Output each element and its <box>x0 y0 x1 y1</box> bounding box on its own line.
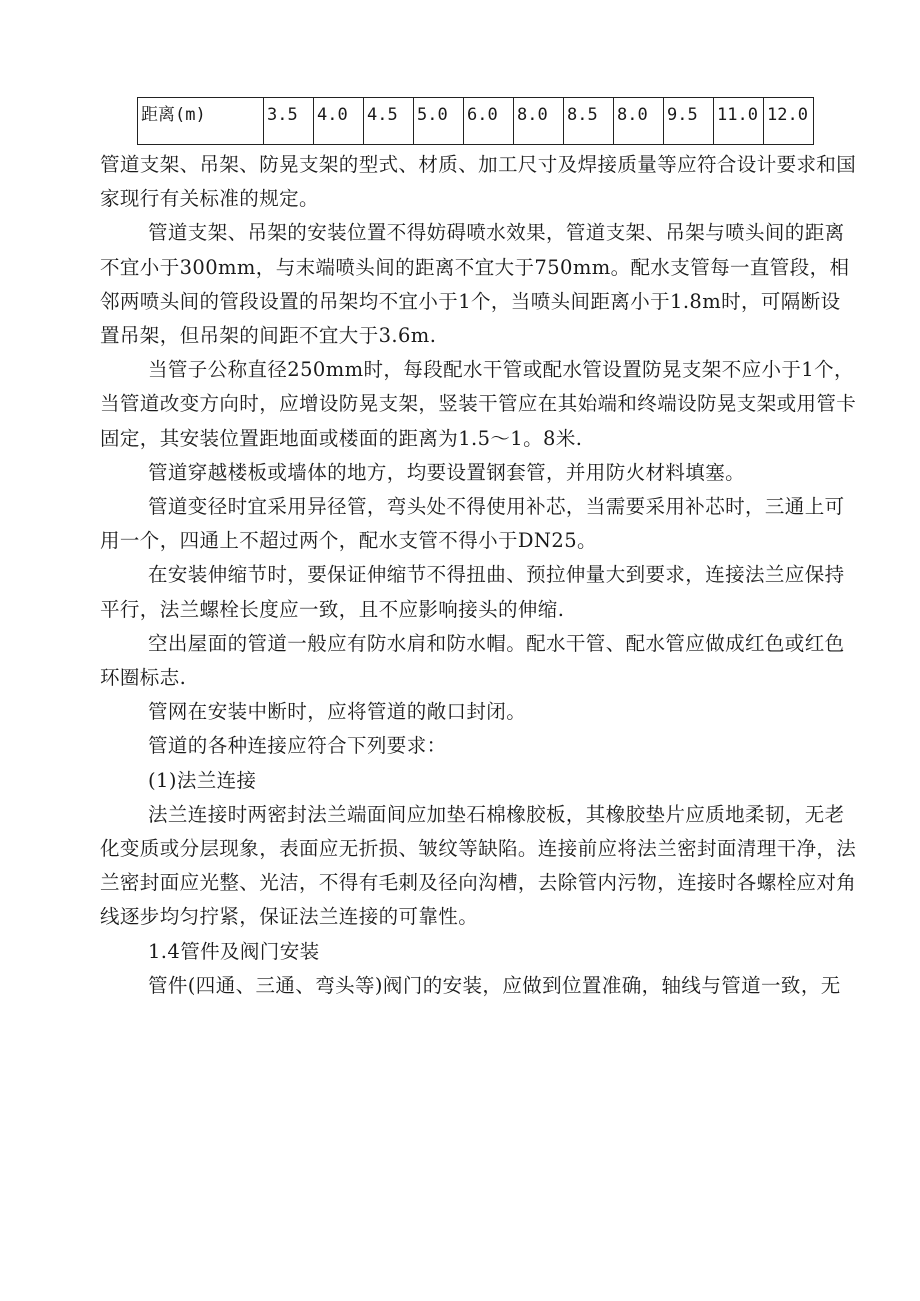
table-cell: 6.0 <box>464 98 514 145</box>
table-cell: 8.0 <box>614 98 664 145</box>
paragraph-reducer: 管道变径时宜采用异径管，弯头处不得使用补芯，当需要采用补芯时，三通上可用一个，四通上不超过两个，配水支管不得小于DN25。 <box>100 495 845 553</box>
body-text <box>100 148 860 1003</box>
table-cell: 8.5 <box>564 98 614 145</box>
paragraph-connection-requirements: 管道的各种连接应符合下列要求： <box>148 734 447 758</box>
table-cell: 4.0 <box>314 98 364 145</box>
table-header-cell: 距离(m) <box>138 98 264 145</box>
table-cell: 12.0 <box>764 98 814 145</box>
section-heading-fittings-valves: 1.4管件及阀门安装 <box>148 939 320 963</box>
paragraph-flange-connection: 法兰连接时两密封法兰端面间应加垫石棉橡胶板，其橡胶垫片应质地柔韧，无老化变质或分层现象，表面应无折损、皱纹等缺陷。连接前应将法兰密封面清理干净，法兰密封面应光整、光洁，不得有毛刺及径向沟槽，去除管内污物，连接时各螺栓应对角线逐步均匀拧紧，保证法兰连接的可靠性。 <box>100 802 857 929</box>
paragraph-sway-brace: 当管子公称直径250mm时，每段配水干管或配水管设置防晃支架不应小于1个，当管道改变方向时，应增设防晃支架，竖装干管应在其始端和终端设防晃支架或用管卡固定，其安装位置距地面或楼面的距离为1.5～1。8米. <box>100 358 857 450</box>
paragraph-fittings-installation: 管件(四通、三通、弯头等)阀门的安装，应做到位置准确，轴线与管道一致，无 <box>148 973 841 997</box>
table-cell: 9.5 <box>664 98 714 145</box>
distance-table <box>137 97 814 145</box>
table-cell: 8.0 <box>514 98 564 145</box>
paragraph-flange-heading: (1)法兰连接 <box>148 768 257 792</box>
table-cell: 11.0 <box>714 98 764 145</box>
paragraph-roof-pipe: 空出屋面的管道一般应有防水肩和防水帽。配水干管、配水管应做成红色或红色环圈标志. <box>100 631 845 690</box>
table-cell: 5.0 <box>414 98 464 145</box>
paragraph-steel-sleeve: 管道穿越楼板或墙体的地方，均要设置钢套管，并用防火材料填塞。 <box>148 460 746 484</box>
paragraph-interruption: 管网在安装中断时，应将管道的敞口封闭。 <box>148 700 527 724</box>
table-cell: 4.5 <box>364 98 414 145</box>
table-row <box>138 98 814 145</box>
paragraph-support-material: 管道支架、吊架、防晃支架的型式、材质、加工尺寸及焊接质量等应符合设计要求和国家现行有关标准的规定。 <box>100 153 857 211</box>
table-cell: 3.5 <box>264 98 314 145</box>
paragraph-support-position: 管道支架、吊架的安装位置不得妨碍喷水效果，管道支架、吊架与喷头间的距离不宜小于300mm，与末端喷头间的距离不宜大于750mm。配水支管每一直管段，相邻两喷头间的管段设置的吊架均不宜小于1个，当喷头间距离小于1.8m时，可隔断设置吊架，但吊架的间距不宜大于3.6m. <box>100 221 850 348</box>
paragraph-expansion-joint: 在安装伸缩节时，要保证伸缩节不得扭曲、预拉伸量大到要求，连接法兰应保持平行，法兰螺栓长度应一致，且不应影响接头的伸缩. <box>100 563 845 621</box>
